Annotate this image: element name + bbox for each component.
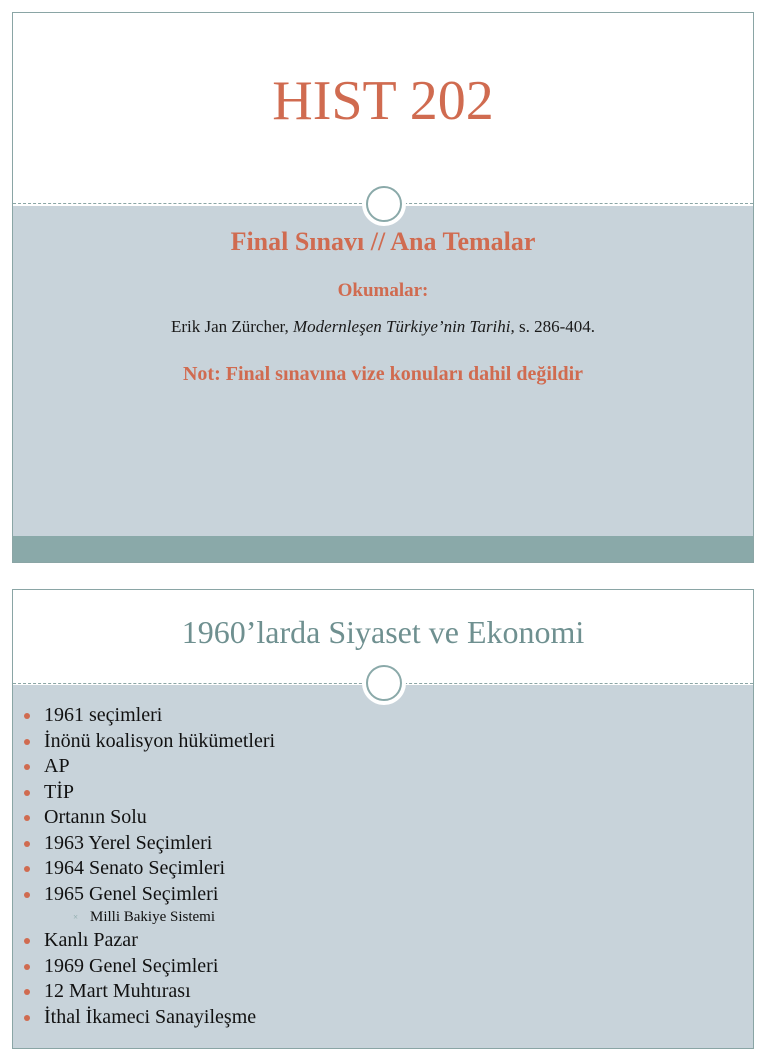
bullet-icon (24, 790, 30, 796)
list-item-text: İnönü koalisyon hükümetleri (44, 729, 276, 752)
list-item-text: İthal İkameci Sanayileşme (44, 1005, 257, 1028)
list-item-text: 1964 Senato Seçimleri (44, 857, 226, 879)
exam-note: Not: Final sınavına vize konuları dahil değildir (182, 363, 584, 385)
bullet-icon (24, 841, 30, 847)
bullet-icon (24, 815, 30, 821)
bullet-icon (24, 739, 30, 745)
list-item-text: AP (44, 755, 70, 777)
main-title: HIST 202 (272, 70, 494, 132)
readings-label: Okumalar: (337, 280, 429, 301)
list-item-text: Ortanın Solu (44, 806, 147, 828)
bullet-icon (24, 866, 30, 872)
topic-list (21, 703, 275, 1030)
title-area (13, 13, 753, 206)
bottom-band (13, 536, 753, 562)
bullet-icon (24, 989, 30, 995)
reading-author: Erik Jan Zürcher, (170, 317, 293, 336)
bullet-icon (24, 1015, 30, 1021)
list-item-text: Kanlı Pazar (44, 929, 138, 951)
slide-title-text: 1960’larda Siyaset ve Ekonomi (181, 614, 585, 650)
list-item (21, 780, 275, 806)
circle-ornament (362, 182, 406, 226)
list-item (21, 856, 275, 882)
sub-bullet-icon: × (73, 912, 79, 922)
list-item (21, 954, 275, 980)
sub-list-item (21, 907, 275, 928)
list-item-text: 1963 Yerel Seçimleri (44, 831, 213, 854)
bullet-icon (24, 964, 30, 970)
list-item-text: 1961 seçimleri (44, 704, 163, 726)
list-item (21, 754, 275, 780)
reading-citation (13, 317, 753, 337)
list-item-text: 1969 Genel Seçimleri (44, 954, 219, 977)
subtitle: Final Sınavı // Ana Temalar (230, 227, 536, 256)
bullet-icon (24, 764, 30, 770)
list-item (21, 805, 275, 831)
list-item (21, 979, 275, 1005)
list-item (21, 1005, 275, 1031)
reading-pages: s. 286-404. (514, 317, 596, 336)
list-item-text: 12 Mart Muhtırası (44, 980, 191, 1002)
slide-topics (12, 589, 754, 1049)
reading-book-title: Modernleşen Türkiye’nin Tarihi, (292, 317, 515, 336)
list-item (21, 928, 275, 954)
list-item-text: TİP (44, 780, 74, 803)
list-item-text: 1965 Genel Seçimleri (44, 882, 219, 905)
list-item (21, 729, 275, 755)
list-item-text: Milli Bakiye Sistemi (90, 909, 216, 925)
list-item (21, 703, 275, 729)
bullet-icon (24, 938, 30, 944)
slide-title (12, 12, 754, 563)
bullet-icon (24, 892, 30, 898)
list-item (21, 882, 275, 908)
bullet-icon (24, 713, 30, 719)
circle-ornament (362, 661, 406, 705)
list-item (21, 831, 275, 857)
